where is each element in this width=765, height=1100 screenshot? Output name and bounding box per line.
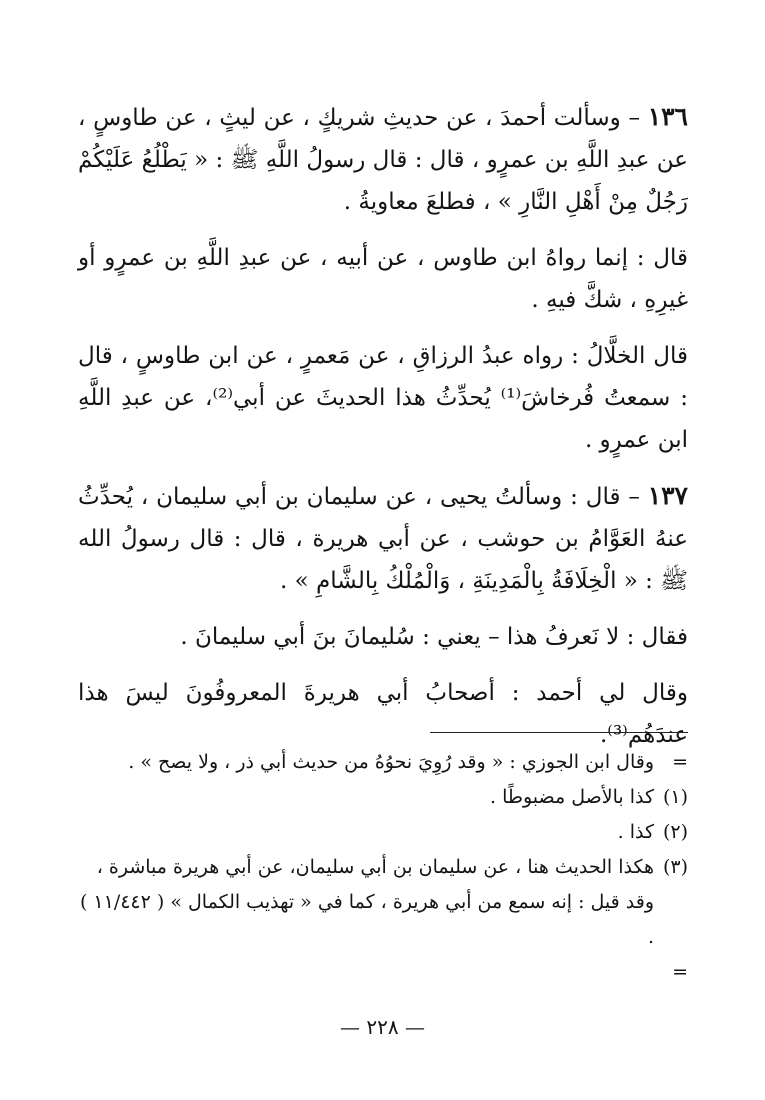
footnote-2 — [78, 815, 688, 850]
footnote-marker: (١) — [662, 786, 688, 808]
hadith-137 — [78, 475, 688, 602]
footnote-text: كذا بالأصل مضبوطًا . — [489, 786, 654, 808]
hadith-number: ١٣٦ — [647, 102, 688, 131]
paragraph: قال : إنما رواهُ ابن طاوس ، عن أبيه ، عن عبدِ اللَّهِ بن عمرٍو أو غيرِهِ ، شكَّ فيهِ . — [78, 245, 688, 313]
footnote-marker: (٣) — [662, 856, 688, 878]
footnote-marker: = — [672, 961, 688, 983]
hadith-number: ١٣٧ — [647, 481, 688, 510]
footnote-1 — [78, 780, 688, 815]
hadith-text: – قال : وسألتُ يحيى ، عن سليمان بن أبي سليمان ، يُحدِّثُ عنهُ العَوَّامُ بن حوشب ، عن أبي هريرة ، قال : قال رسولُ الله ﷺ : « الْخِلَافَةُ بِالْمَدِينَةِ ، وَالْمُلْكُ بِالشَّامِ » . — [78, 484, 688, 594]
main-text — [78, 96, 688, 770]
hadith-text: – وسألت أحمدَ ، عن حديثِ شريكٍ ، عن ليثٍ ، عن طاوسٍ ، عن عبدِ اللَّهِ بن عمرٍو ، قال : قال رسولُ اللَّهِ ﷺ : « يَطْلُعُ عَلَيْكُمْ رَجُلٌ مِنْ أَهْلِ النَّارِ » ، فطلعَ معاويةُ . — [78, 105, 688, 215]
footnotes — [78, 745, 688, 990]
footnote-marker: (٢) — [662, 821, 688, 843]
footnote-marker: = — [672, 751, 688, 773]
footnote-text: هكذا الحديث هنا ، عن سليمان بن أبي سليمان، عن أبي هريرة مباشرة ، وقد قيل : إنه سمع من أبي هريرة ، كما في « تهذيب الكمال » ( ١١/٤٤٢ ) . — [79, 856, 654, 948]
footnote-continuation — [78, 745, 688, 780]
paragraph: قال الخلَّالُ : رواه عبدُ الرزاقِ ، عن مَعمرٍ ، عن ابن طاوسٍ ، قال : سمعتُ فُرخاشَ⁽¹⁾ يُحدِّثُ هذا الحديثَ عن أبي⁽²⁾، عن عبدِ اللَّهِ ابن عمرٍو . — [78, 343, 688, 453]
paragraph: وقال لي أحمد : أصحابُ أبي هريرةَ المعروفُونَ ليسَ هذا عندَهُم⁽³⁾. — [78, 680, 688, 748]
footnote-text: كذا . — [617, 821, 654, 843]
hadith-136 — [78, 96, 688, 223]
footnote-text: وقال ابن الجوزي : « وقد رُوِيَ نحوُهُ من حديث أبي ذر ، ولا يصح » . — [128, 751, 654, 773]
paragraph: فقال : لا نَعرفُ هذا – يعني : سُليمانَ بنَ أبي سليمانَ . — [180, 624, 688, 650]
footnote-3 — [78, 850, 688, 955]
footnote-continues — [78, 955, 688, 990]
page-number: — ٢٢٨ — — [340, 1015, 425, 1039]
footnote-divider — [430, 732, 688, 733]
